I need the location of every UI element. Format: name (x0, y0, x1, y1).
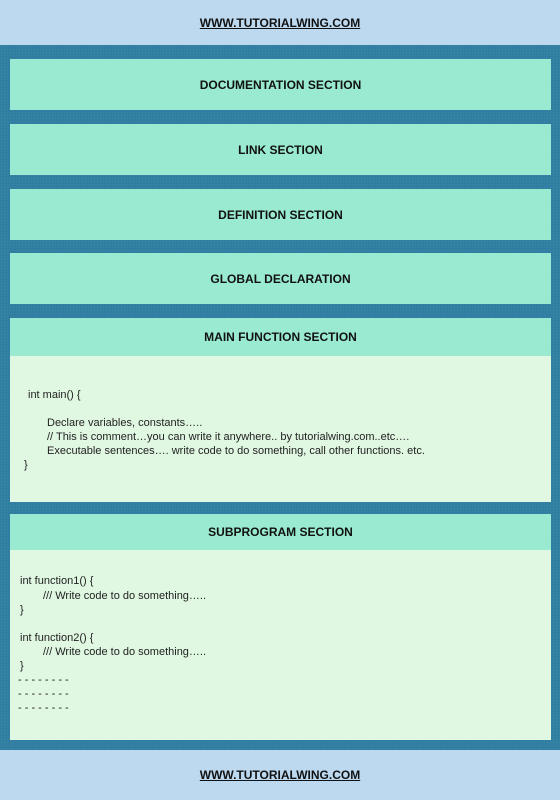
main-code-line: } (24, 459, 28, 471)
sub-code-line: /// Write code to do something….. (43, 590, 207, 602)
main-function-title: MAIN FUNCTION SECTION (204, 330, 357, 344)
sub-code-line: } (20, 660, 24, 672)
sub-code-line: - - - - - - - - (18, 674, 69, 686)
definition-section (10, 189, 551, 240)
documentation-section-title: DOCUMENTATION SECTION (199, 77, 362, 92)
header-bar (0, 0, 560, 45)
header-site-link[interactable]: WWW.TUTORIALWING.COM (199, 15, 361, 30)
sub-code-line: - - - - - - - - (18, 688, 69, 700)
main-function-section (10, 318, 551, 502)
sub-code-line: /// Write code to do something….. (43, 646, 207, 658)
subprogram-title: SUBPROGRAM SECTION (208, 525, 353, 539)
global-declaration-section (10, 253, 551, 304)
sub-code-line: - - - - - - - - (18, 702, 69, 714)
global-declaration-title: GLOBAL DECLARATION (210, 271, 351, 286)
sub-code-line: int function2() { (20, 632, 94, 644)
main-function-header (10, 318, 551, 356)
main-code-line: // This is comment…you can write it anywhere.. by tutorialwing.com..etc…. (47, 431, 410, 443)
main-code-line: int main() { (28, 389, 81, 401)
documentation-section (10, 59, 551, 110)
subprogram-header (10, 514, 551, 550)
footer-bar (0, 750, 560, 800)
link-section (10, 124, 551, 175)
link-section-title: LINK SECTION (238, 142, 323, 157)
subprogram-section (10, 514, 551, 740)
main-code-line: Declare variables, constants….. (47, 417, 203, 429)
sub-code-line: int function1() { (20, 575, 94, 587)
main-code-line: Executable sentences…. write code to do something, call other functions. etc. (47, 445, 425, 457)
footer-site-link[interactable]: WWW.TUTORIALWING.COM (199, 768, 361, 782)
sub-code-line: } (20, 604, 24, 616)
definition-section-title: DEFINITION SECTION (218, 207, 343, 222)
